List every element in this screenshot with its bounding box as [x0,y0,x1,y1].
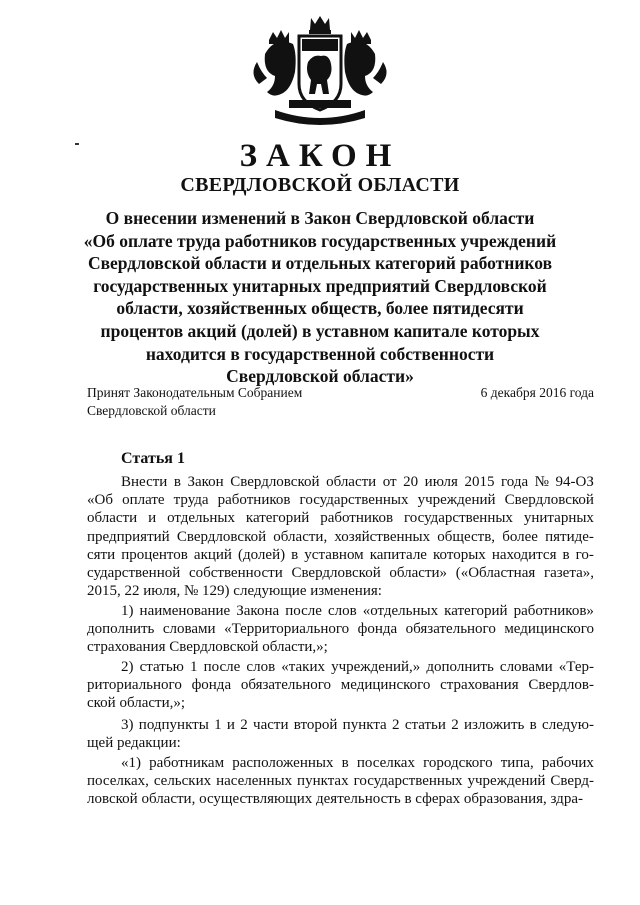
subject-line: «Об оплате труда работников государственных учреждений [83,230,557,251]
adoption-line: Свердловской области [87,403,216,418]
paragraph-line: сударственной собственности Свердловской области» («Областная газета», [87,564,594,581]
adoption-note [87,384,302,420]
paragraph-line: предприятий Свердловской области, хозяйственных обществ, более пятиде- [87,528,594,545]
paragraph-line: «Об оплате труда работников государственных учреждений Свердловской [87,492,594,509]
paragraph-line: щей редакции: [87,735,181,752]
paragraph-line: 1) наименование Закона после слов «отдельных категорий работников» [121,603,594,619]
subject-line: находится в государственной собственности [145,343,495,364]
subject-line: О внесении изменений в Закон Свердловской области [105,208,535,228]
paragraph-line: страхования Свердловской области,»; [87,639,328,656]
paragraph-line: «1) работникам расположенных в поселках городского типа, рабочих [121,755,594,771]
region-title: СВЕРДЛОВСКОЙ ОБЛАСТИ [180,174,460,196]
paragraph [87,658,594,713]
paragraph-line: 2) статью 1 после слов «таких учреждений,» дополнить словами «Тер- [121,659,594,675]
adoption-date: 6 декабря 2016 года [480,385,594,400]
law-subject-heading [80,207,560,388]
paragraph-line: Внести в Закон Свердловской области от 20 июля 2015 года № 94-ОЗ [121,474,594,490]
paragraph [87,473,594,600]
adoption-line: Принят Законодательным Собранием [87,385,303,400]
subject-line: Свердловской области» [226,366,414,387]
paragraph-line: области и отдельных категорий работников государственных унитарных [87,510,594,527]
coat-of-arms-emblem [245,14,395,130]
paragraph-line: сяти процентов акций (долей) в уставном капитале которых находится в го- [87,546,594,563]
paragraph-line: ловской области, осуществляющих деятельность в сферах образования, здра- [87,791,583,808]
paragraph [87,754,594,809]
paragraph-line: дополнить словами «Территориального фонда обязательного медицинского [87,621,594,638]
subject-line: государственных унитарных предприятий Свердловской [93,275,547,296]
article-heading: Статья 1 [121,450,185,467]
paragraph-line: 2015, 22 июля, № 129) следующие изменения: [87,583,382,600]
paragraph-line: ской области,»; [87,695,186,712]
paragraph-line: поселках, сельских населенных пунктах государственных учреждений Сверд- [87,773,594,790]
paragraph-line: 3) подпункты 1 и 2 части второй пункта 2 статьи 2 изложить в следую- [121,717,594,733]
document-type-title: ЗАКОН [239,138,401,174]
subject-line: Свердловской области и отдельных категорий работников [87,253,553,274]
subject-line: области, хозяйственных обществ, более пятидесяти [116,298,524,319]
paragraph [87,716,594,752]
subject-line: процентов акций (долей) в уставном капитале которых [100,320,540,341]
paragraph [87,602,594,657]
paragraph-line: риториального фонда обязательного медицинского страхования Свердлов- [87,677,594,694]
